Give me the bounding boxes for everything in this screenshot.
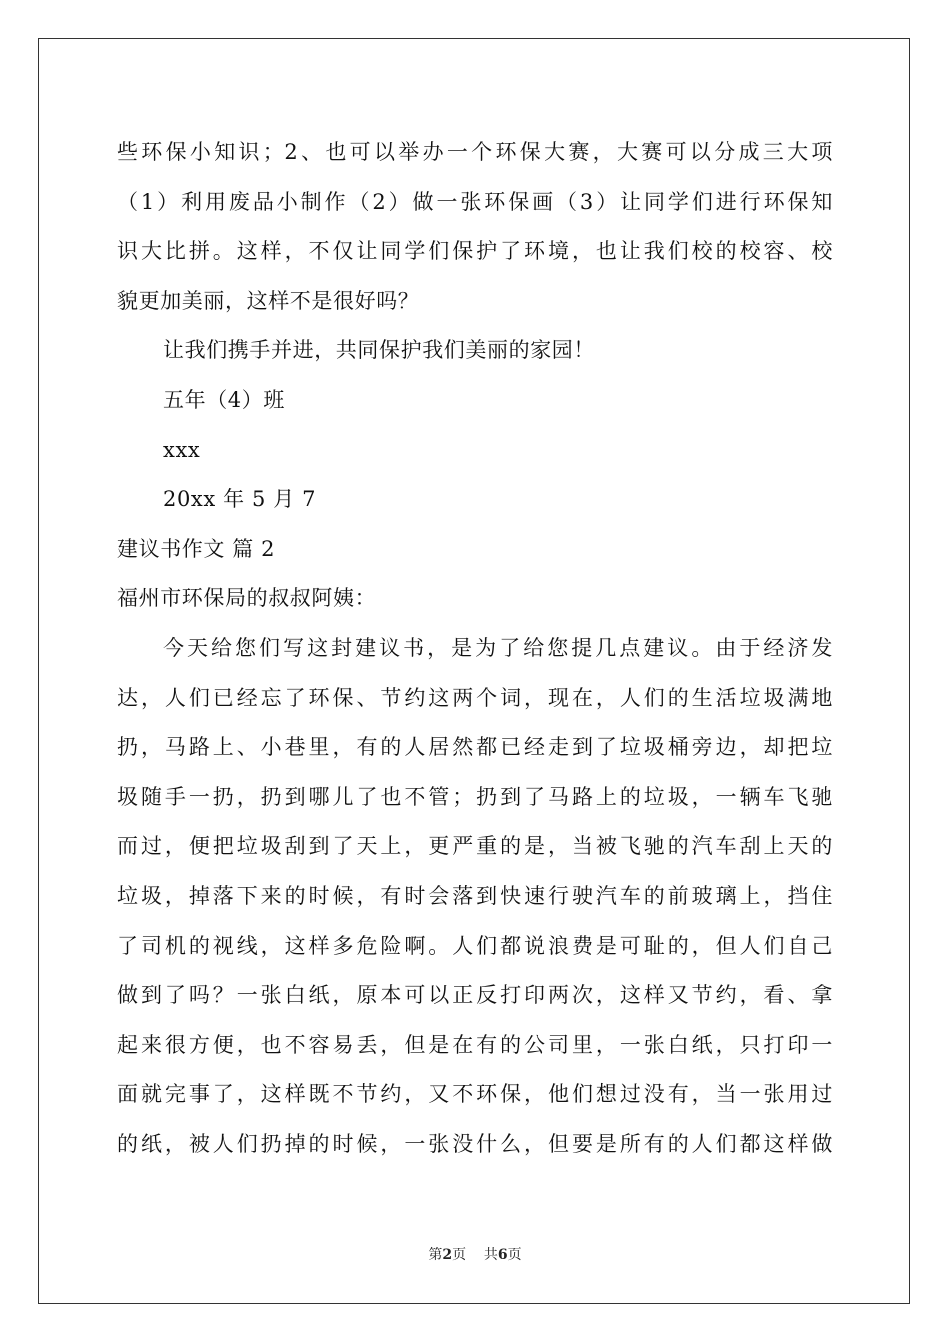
total-suffix: 页 [507,1247,522,1263]
section-title: 建议书作文 篇 2 [117,536,276,561]
paragraph-line: 些环保小知识；2、也可以举办一个环保大赛，大赛可以分成三大项 [117,140,833,164]
paragraph-line: 起来很方便，也不容易丢，但是在有的公司里，一张白纸，只打印一 [117,1032,833,1057]
page-footer [0,1244,950,1264]
paragraph-line: 面就完事了，这样既不节约，又不环保，他们想过没有，当一张用过 [117,1082,833,1107]
paragraph-line: （1）利用废品小制作（2）做一张环保画（3）让同学们进行环保知 [117,189,833,214]
paragraph-line: 识大比拼。这样，不仅让同学们保护了环境，也让我们校的校容、校 [117,239,833,264]
page-prefix: 第 [428,1247,443,1263]
paragraph-line: 垃圾，掉落下来的时候，有时会落到快速行驶汽车的前玻璃上，挡住 [117,883,833,908]
document-body [117,128,833,1169]
signature-name: xxx [163,437,201,462]
paragraph-line: 了司机的视线，这样多危险啊。人们都说浪费是可耻的，但人们自己 [117,933,833,958]
paragraph-line: 今天给您们写这封建议书，是为了给您提几点建议。由于经济发 [163,635,833,660]
closing-sentence: 让我们携手并进，共同保护我们美丽的家园！ [163,338,595,363]
total-prefix: 共 [483,1247,498,1263]
paragraph-line: 做到了吗？一张白纸，原本可以正反打印两次，这样又节约，看、拿 [117,983,833,1008]
signature-class: 五年（4）班 [163,387,285,412]
signature-date: 20xx 年 5 月 7 [163,487,317,512]
paragraph-line: 而过，便把垃圾刮到了天上，更严重的是，当被飞驰的汽车刮上天的 [117,834,833,859]
total-pages: 6 [497,1247,508,1263]
paragraph-line: 扔，马路上、小巷里，有的人居然都已经走到了垃圾桶旁边，却把垃 [117,735,833,760]
page-number: 2 [442,1247,453,1263]
paragraph-line: 达，人们已经忘了环保、节约这两个词，现在，人们的生活垃圾满地 [117,685,833,710]
page-suffix: 页 [452,1247,467,1263]
salutation: 福州市环保局的叔叔阿姨： [117,586,377,611]
paragraph-line: 的纸，被人们扔掉的时候，一张没什么，但要是所有的人们都这样做 [117,1131,833,1156]
paragraph-line: 圾随手一扔，扔到哪儿了也不管；扔到了马路上的垃圾，一辆车飞驰 [117,784,833,809]
paragraph-line: 貌更加美丽，这样不是很好吗？ [117,288,420,313]
